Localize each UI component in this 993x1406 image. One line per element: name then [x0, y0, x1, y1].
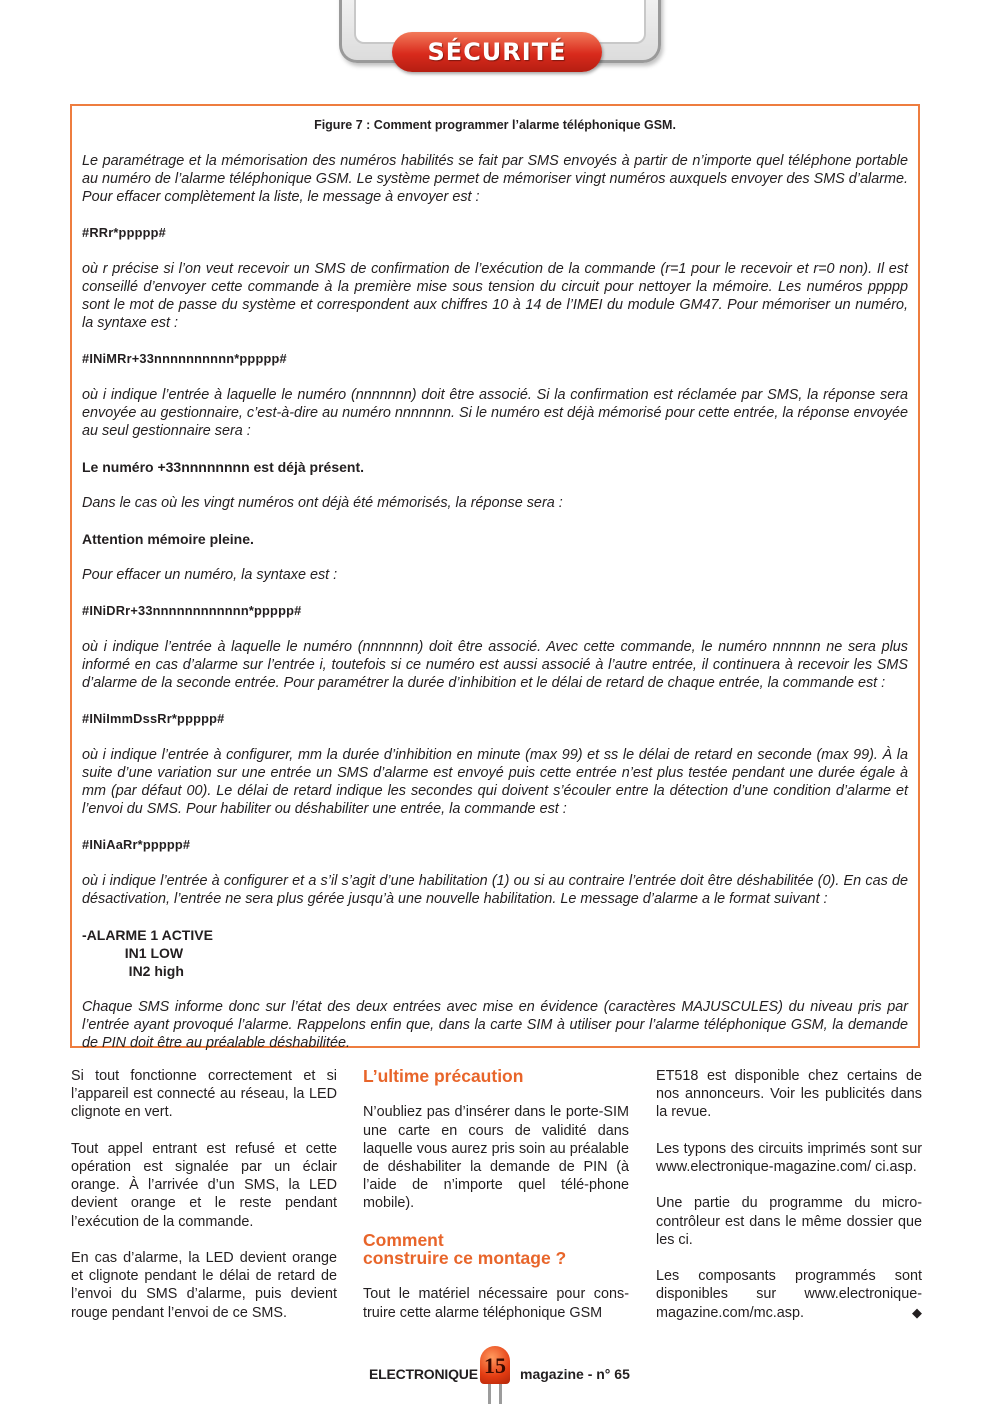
figure-paragraph: où r précise si l’on veut recevoir un SMS de confirmation de l’exécution de la commande (r=1 pour le recevoir et r=0 non). Il est conseillé d’envoyer cette commande à la première mise sous tension du circuit pour nettoyer la mémoire. Les numéros ppppp sont le mot de passe du système et correspondent aux chiffres 10 à 14 de l’IMEI du module GM47. Pour mémoriser un numéro, la syntaxe est : [82, 261, 908, 331]
section-heading: L’ultime précaution [363, 1066, 524, 1086]
body-paragraph: Tout appel entrant est refusé et cette opération est signalée par un éclair orange. À l’arrivée d’un SMS, la LED devient orange et le reste pendant l’exécution de la commande. [71, 1140, 337, 1230]
section-badge: SÉCURITÉ [392, 32, 602, 72]
sms-command: #INiDRr+33nnnnnnnnnnnn*ppppp# [82, 603, 302, 618]
sms-response: Le numéro +33nnnnnnnn est déjà présent. [82, 459, 364, 475]
footer-issue: magazine - n° 65 [520, 1366, 630, 1382]
column-1 [71, 1067, 337, 1340]
sms-response: Attention mémoire pleine. [82, 531, 254, 547]
sms-command: #INiImmDssRr*ppppp# [82, 711, 225, 726]
page-number: 15 [484, 1353, 506, 1378]
end-of-article-icon: ◆ [912, 1304, 922, 1320]
figure-paragraph: Chaque SMS informe donc sur l’état des deux entrées avec mise en évidence (caractères MAJUSCULES) du niveau pris par l’entrée ayant provoqué l’alarme. Rappelons enfin que, dans la carte SIM à utiliser pour l’alarme téléphonique GSM, la demande de PIN doit être au préalable déshabilitée. [82, 999, 908, 1051]
body-paragraph: Une partie du programme du micro-contrôleur est dans le même dossier que les ci. [656, 1195, 922, 1248]
figure-paragraph: Pour effacer un numéro, la syntaxe est : [82, 567, 338, 583]
figure-box [70, 104, 920, 1051]
body-paragraph: En cas d’alarme, la LED devient orange et clignote pendant le délai de retard de l’envoi du SMS d’alarme, puis devient rouge pendant l’envoi de ce SMS. [71, 1250, 337, 1321]
body-paragraph: Si tout fonctionne correctement et si l’appareil est connecté au réseau, la LED clignote en vert. [71, 1068, 337, 1121]
footer-magazine-name: ELECTRONIQUE [369, 1366, 478, 1382]
body-text: Les composants programmés sont disponibles sur www.electronique-magazine.com/mc.asp. [656, 1268, 922, 1321]
body-paragraph: N’oubliez pas d’insérer dans le porte-SIM une carte en cours de validité dans laquelle vous aurez pris soin au préalable de déshabiliter la demande de PIN (à l’aide de n’importe quel télé-phone mobile). [363, 1104, 629, 1212]
figure-paragraph: où i indique l’entrée à laquelle le numéro (nnnnnnn) doit être associé. Avec cette commande, le numéro nnnnnn ne sera plus informé en cas d’alarme sur l’entrée i, toutefois si ce numéro est aussi associé à l’autre entrée, il continuera à recevoir les SMS d’alarme de la seconde entrée. Pour paramétrer la durée d’inhibition et le délai de retard de chaque entrée, la commande est : [82, 639, 908, 691]
led-leg-icon [488, 1384, 491, 1404]
figure-paragraph: où i indique l’entrée à laquelle le numéro (nnnnnnn) doit être associé. Si la confirmation est réclamée par SMS, la réponse sera envoyée au gestionnaire, c’est-à-dire au numéro nnnnnnn. Si le numéro est déjà mémorisé pour cette entrée, la réponse envoyée au seul gestionnaire sera : [82, 387, 908, 439]
section-heading-line: Comment [363, 1229, 444, 1250]
alarm-message-format [82, 926, 908, 980]
sms-command: #RRr*ppppp# [82, 225, 166, 240]
alarm-format-line: IN2 high [82, 963, 184, 979]
page-footer [0, 1353, 993, 1406]
body-paragraph: ET518 est disponible chez certains de nos annonceurs. Voir les publicités dans la revue. [656, 1068, 922, 1121]
column-2 [363, 1067, 629, 1340]
body-paragraph: Tout le matériel nécessaire pour cons-truire cette alarme téléphonique GSM [363, 1286, 629, 1321]
body-paragraph [656, 1267, 922, 1322]
figure-paragraph: où i indique l’entrée à configurer, mm la durée d’inhibition en minute (max 99) et ss le délai de retard en seconde (max 99). À la suite d’une variation sur une entrée un SMS d’alarme est envoyé puis cette entrée n’est plus testée pendant une durée égale à mm (par défaut 00). Le délai de retard indique les secondes qui doivent s’écouler entre la détection d’une condition d’alarme et l’envoi du SMS. Pour habiliter ou déshabiliter une entrée, la commande est : [82, 747, 908, 817]
alarm-format-line: IN1 LOW [82, 945, 184, 961]
led-leg-icon [499, 1384, 502, 1404]
figure-paragraph: Le paramétrage et la mémorisation des numéros habilités se fait par SMS envoyés à partir de n’importe quel téléphone portable au numéro de l’alarme téléphonique GSM. Le système permet de mémoriser vingt numéros auxquels envoyer des SMS d’alarme. Pour effacer complètement la liste, le message à envoyer est : [82, 153, 908, 205]
sms-command: #INiAaRr*ppppp# [82, 837, 191, 852]
column-3 [656, 1067, 922, 1340]
figure-paragraph: où i indique l’entrée à configurer et a s’il s’agit d’une habilitation (1) ou si au contraire l’entrée doit être déshabilitée (0). En cas de désactivation, l’entrée ne sera plus gérée jusqu’à une nouvelle habilitation. Le message d’alarme a le format suivant : [82, 873, 908, 907]
body-paragraph: Les typons des circuits imprimés sont sur www.electronique-magazine.com/ ci.asp. [656, 1140, 922, 1175]
figure-paragraph: Dans le cas où les vingt numéros ont déjà été mémorisés, la réponse sera : [82, 495, 563, 511]
alarm-format-line: -ALARME 1 ACTIVE [82, 927, 213, 943]
section-heading [363, 1231, 629, 1267]
section-heading-line: construire ce montage ? [363, 1248, 567, 1268]
sms-command: #INiMRr+33nnnnnnnnnn*ppppp# [82, 351, 287, 366]
led-page-number-icon [480, 1346, 510, 1384]
figure-title: Figure 7 : Comment programmer l’alarme téléphonique GSM. [314, 118, 676, 132]
